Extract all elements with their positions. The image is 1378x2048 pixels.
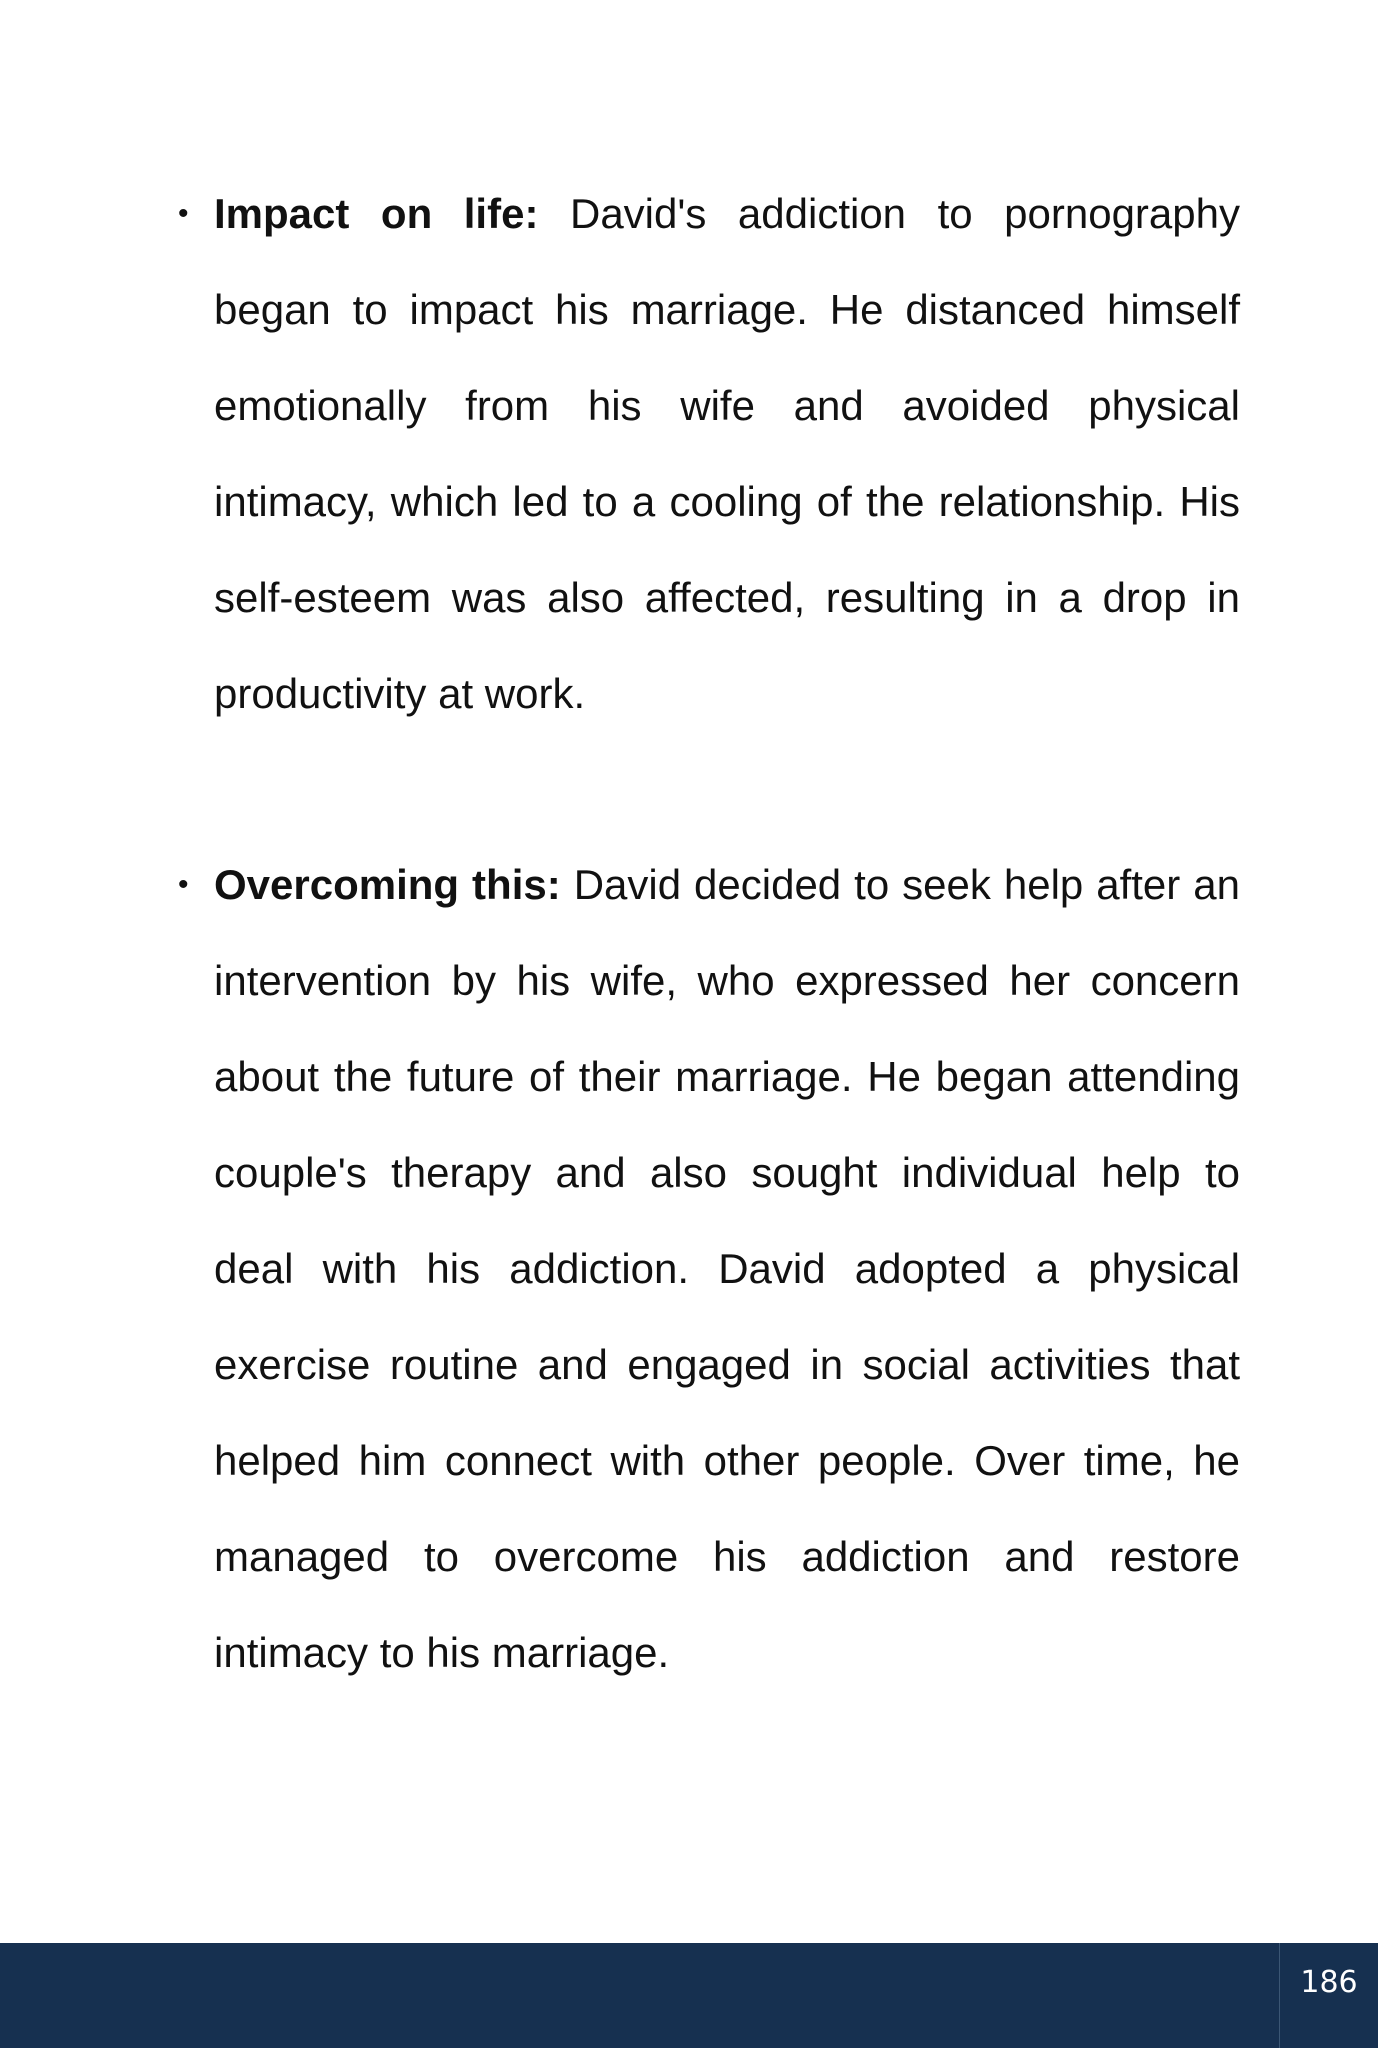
item-heading: Overcoming this:	[214, 861, 561, 908]
document-body	[172, 166, 1240, 1701]
list-item-overcoming-this	[172, 837, 1240, 1701]
bullet-icon: •	[178, 868, 189, 901]
item-text: David's addiction to pornography began to impact his marriage. He distanced himself emotionally from his wife and avoided physical intimacy, which led to a cooling of the relationship. His self-esteem was also affected, resulting in a drop in productivity at work.	[214, 190, 1240, 717]
item-heading: Impact on life:	[214, 190, 539, 237]
bullet-icon: •	[178, 197, 189, 230]
page-number: 186	[1279, 1943, 1378, 2048]
list-item-impact-on-life	[172, 166, 1240, 742]
page-footer	[0, 1943, 1378, 2048]
item-text: David decided to seek help after an intervention by his wife, who expressed her concern about the future of their marriage. He began attending couple's therapy and also sought individual help to deal with his addiction. David adopted a physical exercise routine and engaged in social activities that helped him connect with other people. Over time, he managed to overcome his addiction and restore intimacy to his marriage.	[214, 861, 1240, 1676]
